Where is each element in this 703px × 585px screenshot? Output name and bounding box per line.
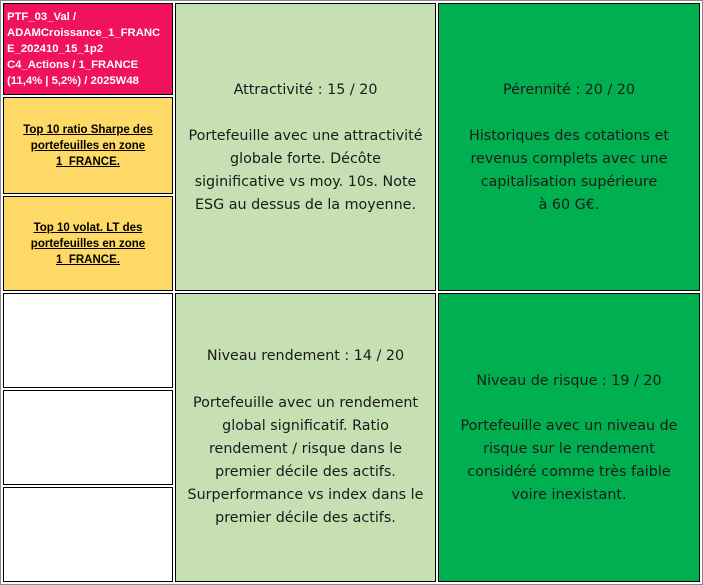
portfolio-id-line: C4_Actions / 1_FRANCE <box>7 59 139 71</box>
risque-text-line: voire inexistant. <box>511 487 627 503</box>
attractivite-panel <box>175 3 436 291</box>
empty-cell <box>3 390 173 485</box>
portfolio-id-line: ADAMCroissance_1_FRANC <box>7 27 161 39</box>
perennite-text-line: Historiques des cotations et <box>469 128 669 144</box>
rendement-text-line: global significatif. Ratio <box>222 418 389 434</box>
perennite-heading: Pérennité : 20 / 20 <box>503 82 635 98</box>
risque-text-line: considéré comme très faible <box>467 464 671 480</box>
perennite-panel <box>438 3 700 291</box>
volatility-ranking-line: portefeuilles en zone <box>30 237 146 250</box>
portfolio-id-line: PTF_03_Val / <box>7 11 77 23</box>
sharpe-ranking-line: 1_FRANCE. <box>56 155 120 168</box>
perennite-text-line: revenus complets avec une <box>470 151 668 167</box>
sharpe-ranking-line: portefeuilles en zone <box>30 139 146 152</box>
rendement-text-line: premier décile des actifs. <box>215 510 396 526</box>
risque-text-line: Portefeuille avec un niveau de <box>460 418 678 434</box>
portfolio-id-line: (11,4% | 5,2%) / 2025W48 <box>7 75 139 87</box>
empty-cell <box>3 487 173 582</box>
volatility-ranking-line: Top 10 volat. LT des <box>33 221 143 234</box>
rendement-text-line: rendement / risque dans le <box>208 441 403 457</box>
portfolio-identifier <box>3 3 173 95</box>
sharpe-ranking-badge <box>3 97 173 194</box>
volatility-ranking-line: 1_FRANCE. <box>56 253 120 266</box>
risque-panel <box>438 293 700 582</box>
attractivite-text-line: globale forte. Décôte <box>230 151 381 167</box>
attractivite-heading: Attractivité : 15 / 20 <box>233 82 378 98</box>
attractivite-text-line: ESG au dessus de la moyenne. <box>194 197 416 213</box>
rendement-text-line: Surperformance vs index dans le <box>187 487 424 503</box>
rendement-text-line: Portefeuille avec un rendement <box>192 395 419 411</box>
portfolio-id-line: E_202410_15_1p2 <box>7 43 104 55</box>
perennite-text-line: à 60 G€. <box>538 197 600 213</box>
rendement-heading: Niveau rendement : 14 / 20 <box>206 348 405 364</box>
risque-text-line: risque sur le rendement <box>483 441 655 457</box>
attractivite-text-line: Portefeuille avec une attractivité <box>188 128 423 144</box>
volatility-ranking-badge <box>3 196 173 291</box>
empty-cell <box>3 293 173 388</box>
rendement-panel <box>175 293 436 582</box>
sharpe-ranking-line: Top 10 ratio Sharpe des <box>23 123 153 136</box>
risque-heading: Niveau de risque : 19 / 20 <box>476 373 662 389</box>
perennite-text-line: capitalisation supérieure <box>480 174 658 190</box>
attractivite-text-line: siginificative vs moy. 10s. Note <box>194 174 417 190</box>
rendement-text-line: premier décile des actifs. <box>215 464 396 480</box>
